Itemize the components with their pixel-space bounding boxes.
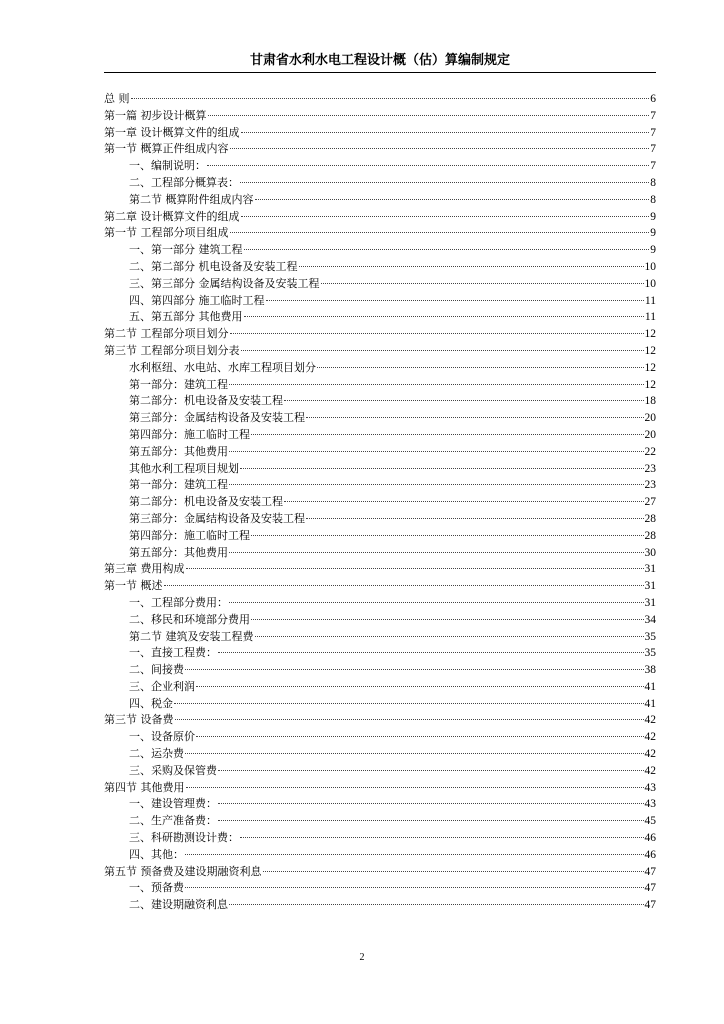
toc-entry[interactable] (104, 595, 656, 612)
toc-entry-label: 三、第三部分 金属结构设备及安装工程 (129, 276, 320, 290)
toc-entry-label: 二、工程部分概算表： (129, 175, 239, 189)
toc-entry[interactable] (104, 242, 656, 259)
toc-entry-page-number: 28 (644, 512, 656, 525)
toc-entry-page-number: 28 (644, 529, 656, 542)
toc-entry-page-number: 9 (650, 244, 656, 257)
toc-entry-page-number: 46 (644, 832, 656, 845)
toc-dot-leader (244, 249, 650, 250)
toc-entry[interactable] (104, 763, 656, 780)
toc-entry-label: 二、生产准备费： (129, 814, 217, 828)
toc-entry[interactable] (104, 830, 656, 847)
toc-dot-leader (229, 384, 644, 385)
toc-dot-leader (230, 148, 650, 149)
toc-dot-leader (284, 400, 644, 401)
toc-entry[interactable] (104, 108, 656, 125)
toc-entry[interactable] (104, 360, 656, 377)
toc-entry-label: 一、工程部分费用： (129, 595, 228, 609)
toc-entry-page-number: 42 (644, 714, 656, 727)
toc-dot-leader (251, 434, 644, 435)
toc-entry-label: 水利枢纽、水电站、水库工程项目划分 (129, 360, 316, 374)
toc-entry-label: 一、预备费 (129, 881, 184, 895)
toc-entry-label: 第一篇 初步设计概算 (104, 108, 207, 122)
toc-dot-leader (241, 132, 650, 133)
toc-entry-page-number: 18 (644, 395, 656, 408)
toc-entry-label: 第一节 概算正件组成内容 (104, 142, 229, 156)
toc-entry-label: 四、第四部分 施工临时工程 (129, 293, 265, 307)
toc-dot-leader (244, 316, 644, 317)
toc-entry[interactable] (104, 175, 656, 192)
toc-entry-page-number: 47 (644, 899, 656, 912)
toc-entry[interactable] (104, 461, 656, 478)
toc-entry-page-number: 41 (644, 697, 656, 710)
toc-entry[interactable] (104, 813, 656, 830)
toc-dot-leader (229, 602, 644, 603)
toc-entry-page-number: 46 (644, 848, 656, 861)
toc-dot-leader (229, 904, 644, 905)
toc-dot-leader (185, 887, 644, 888)
toc-entry-label: 第五部分：其他费用 (129, 444, 228, 458)
toc-entry-page-number: 31 (644, 563, 656, 576)
toc-entry-page-number: 35 (644, 630, 656, 643)
toc-entry-label: 二、移民和环境部分费用 (129, 612, 250, 626)
toc-entry[interactable] (104, 192, 656, 209)
toc-dot-leader (240, 182, 649, 183)
toc-entry-page-number: 12 (644, 378, 656, 391)
toc-dot-leader (185, 854, 644, 855)
toc-dot-leader (321, 283, 644, 284)
toc-entry[interactable] (104, 612, 656, 629)
toc-dot-leader (266, 300, 644, 301)
toc-entry[interactable] (104, 864, 656, 881)
toc-entry-label: 第一部分：建筑工程 (129, 377, 228, 391)
toc-dot-leader (317, 367, 644, 368)
toc-entry-page-number: 47 (644, 865, 656, 878)
toc-entry[interactable] (104, 729, 656, 746)
toc-dot-leader (255, 199, 650, 200)
toc-dot-leader (306, 417, 644, 418)
toc-entry-label: 三、企业利润 (129, 679, 195, 693)
toc-entry-page-number: 45 (644, 815, 656, 828)
toc-entry-page-number: 12 (644, 328, 656, 341)
toc-entry-page-number: 23 (644, 479, 656, 492)
toc-dot-leader (241, 216, 650, 217)
toc-entry-page-number: 10 (644, 277, 656, 290)
toc-entry-label: 三、科研勘测设计费： (129, 831, 239, 845)
toc-dot-leader (306, 518, 644, 519)
toc-entry-label: 第一节 工程部分项目组成 (104, 226, 229, 240)
toc-entry[interactable] (104, 377, 656, 394)
toc-entry-page-number: 41 (644, 680, 656, 693)
toc-dot-leader (240, 837, 644, 838)
toc-dot-leader (196, 736, 644, 737)
toc-entry[interactable] (104, 746, 656, 763)
toc-entry-label: 总 则 (104, 92, 130, 105)
toc-dot-leader (229, 552, 644, 553)
toc-entry-label: 第二节 工程部分项目划分 (104, 327, 229, 341)
toc-dot-leader (196, 686, 644, 687)
toc-entry[interactable] (104, 225, 656, 242)
toc-entry-page-number: 11 (644, 311, 656, 324)
toc-entry-label: 第二节 建筑及安装工程费 (129, 629, 254, 643)
toc-entry[interactable] (104, 679, 656, 696)
toc-dot-leader (174, 703, 644, 704)
toc-entry-page-number: 42 (644, 764, 656, 777)
toc-dot-leader (241, 350, 644, 351)
toc-entry[interactable] (104, 796, 656, 813)
toc-entry-page-number: 43 (644, 798, 656, 811)
toc-dot-leader (218, 820, 644, 821)
toc-entry-label: 一、第一部分 建筑工程 (129, 243, 243, 257)
toc-entry[interactable] (104, 528, 656, 545)
toc-entry[interactable] (104, 125, 656, 142)
toc-entry[interactable] (104, 393, 656, 410)
toc-dot-leader (218, 803, 644, 804)
toc-entry-label: 第二章 设计概算文件的组成 (104, 209, 240, 223)
toc-entry-label: 三、采购及保管费 (129, 763, 217, 777)
toc-entry-page-number: 8 (650, 193, 656, 206)
toc-entry-label: 二、第二部分 机电设备及安装工程 (129, 259, 298, 273)
toc-entry-label: 一、编制说明： (129, 159, 206, 173)
toc-entry-page-number: 20 (644, 412, 656, 425)
toc-entry[interactable] (104, 511, 656, 528)
toc-entry[interactable] (104, 645, 656, 662)
toc-entry[interactable] (104, 427, 656, 444)
toc-dot-leader (230, 232, 650, 233)
toc-entry-page-number: 35 (644, 647, 656, 660)
toc-entry[interactable] (104, 712, 656, 729)
toc-dot-leader (185, 669, 644, 670)
toc-entry-page-number: 43 (644, 781, 656, 794)
toc-entry-label: 第五节 预备费及建设期融资利息 (104, 864, 262, 878)
toc-entry[interactable] (104, 343, 656, 360)
toc-entry-label: 二、建设期融资利息 (129, 898, 228, 912)
toc-entry-label: 一、建设管理费： (129, 797, 217, 811)
toc-entry-label: 第一部分：建筑工程 (129, 478, 228, 492)
toc-entry-page-number: 7 (650, 160, 656, 173)
toc-dot-leader (131, 98, 650, 99)
toc-entry[interactable] (104, 209, 656, 226)
toc-entry-page-number: 38 (644, 664, 656, 677)
toc-dot-leader (251, 619, 644, 620)
toc-entry-page-number: 27 (644, 496, 656, 509)
toc-entry[interactable] (104, 276, 656, 293)
toc-entry-label: 一、设备原价 (129, 730, 195, 744)
toc-entry-label: 其他水利工程项目规划 (129, 461, 239, 475)
toc-entry[interactable] (104, 847, 656, 864)
toc-entry-page-number: 31 (644, 596, 656, 609)
toc-entry-page-number: 42 (644, 748, 656, 761)
toc-entry[interactable] (104, 561, 656, 578)
toc-entry-page-number: 47 (644, 882, 656, 895)
toc-entry-page-number: 7 (650, 126, 656, 139)
toc-dot-leader (186, 568, 644, 569)
toc-entry[interactable] (104, 309, 656, 326)
toc-entry[interactable] (104, 494, 656, 511)
toc-entry-page-number: 9 (650, 227, 656, 240)
toc-entry-page-number: 20 (644, 428, 656, 441)
toc-entry[interactable] (104, 897, 656, 914)
toc-entry-label: 第三部分：金属结构设备及安装工程 (129, 511, 305, 525)
toc-entry-label: 第五部分：其他费用 (129, 545, 228, 559)
toc-entry-label: 第三部分：金属结构设备及安装工程 (129, 411, 305, 425)
toc-entry-page-number: 7 (650, 143, 656, 156)
toc-entry-label: 二、运杂费 (129, 747, 184, 761)
toc-entry-page-number: 22 (644, 445, 656, 458)
toc-entry-label: 第三节 设备费 (104, 713, 174, 727)
toc-entry[interactable] (104, 477, 656, 494)
toc-entry[interactable] (104, 410, 656, 427)
toc-entry-page-number: 30 (644, 546, 656, 559)
toc-entry-page-number: 12 (644, 344, 656, 357)
toc-dot-leader (175, 719, 644, 720)
toc-entry-page-number: 8 (650, 176, 656, 189)
toc-dot-leader (251, 535, 644, 536)
toc-entry-label: 第四节 其他费用 (104, 780, 185, 794)
toc-entry-page-number: 42 (644, 731, 656, 744)
toc-entry-label: 第二部分：机电设备及安装工程 (129, 495, 283, 509)
toc-dot-leader (208, 115, 650, 116)
toc-entry-label: 四、其他： (129, 847, 184, 861)
toc-entry-label: 二、间接费 (129, 663, 184, 677)
toc-entry[interactable] (104, 629, 656, 646)
toc-dot-leader (186, 787, 644, 788)
toc-entry-page-number: 31 (644, 580, 656, 593)
toc-entry[interactable] (104, 91, 656, 108)
toc-dot-leader (207, 165, 649, 166)
toc-entry[interactable] (104, 662, 656, 679)
toc-entry-page-number: 12 (644, 361, 656, 374)
toc-entry-page-number: 23 (644, 462, 656, 475)
toc-dot-leader (185, 753, 644, 754)
toc-dot-leader (299, 266, 644, 267)
toc-dot-leader (284, 501, 644, 502)
toc-entry-label: 四、税金 (129, 696, 173, 710)
toc-entry-page-number: 9 (650, 210, 656, 223)
toc-entry-label: 一、直接工程费： (129, 646, 217, 660)
header-divider (104, 72, 656, 73)
toc-entry-label: 第一章 设计概算文件的组成 (104, 125, 240, 139)
toc-entry-label: 第四部分：施工临时工程 (129, 427, 250, 441)
toc-dot-leader (255, 636, 644, 637)
toc-dot-leader (229, 484, 644, 485)
toc-entry-page-number: 6 (650, 93, 656, 105)
toc-entry-label: 第二节 概算附件组成内容 (129, 192, 254, 206)
toc-entry-label: 第三节 工程部分项目划分表 (104, 343, 240, 357)
toc-entry[interactable] (104, 545, 656, 562)
toc-dot-leader (218, 652, 644, 653)
toc-entry[interactable] (104, 141, 656, 158)
toc-dot-leader (218, 770, 644, 771)
toc-entry[interactable] (104, 326, 656, 343)
toc-entry-label: 第四部分：施工临时工程 (129, 528, 250, 542)
table-of-contents (104, 91, 656, 914)
toc-entry[interactable] (104, 696, 656, 713)
toc-entry[interactable] (104, 780, 656, 797)
toc-dot-leader (229, 451, 644, 452)
toc-dot-leader (164, 585, 644, 586)
toc-dot-leader (263, 871, 644, 872)
toc-entry[interactable] (104, 293, 656, 310)
toc-entry-page-number: 7 (650, 109, 656, 122)
toc-dot-leader (230, 333, 644, 334)
toc-entry[interactable] (104, 259, 656, 276)
toc-entry-page-number: 10 (644, 260, 656, 273)
toc-entry[interactable] (104, 880, 656, 897)
page-number: 2 (359, 952, 365, 963)
toc-entry-label: 第三章 费用构成 (104, 562, 185, 576)
toc-entry-label: 第一节 概述 (104, 579, 163, 593)
toc-entry-label: 第二部分：机电设备及安装工程 (129, 394, 283, 408)
toc-entry-page-number: 11 (644, 294, 656, 307)
toc-entry[interactable] (104, 444, 656, 461)
toc-entry[interactable] (104, 158, 656, 175)
toc-dot-leader (240, 468, 644, 469)
toc-entry-label: 五、第五部分 其他费用 (129, 310, 243, 324)
toc-entry[interactable] (104, 578, 656, 595)
toc-entry-page-number: 34 (644, 613, 656, 626)
document-header-title: 甘肃省水利水电工程设计概（估）算编制规定 (249, 53, 510, 68)
